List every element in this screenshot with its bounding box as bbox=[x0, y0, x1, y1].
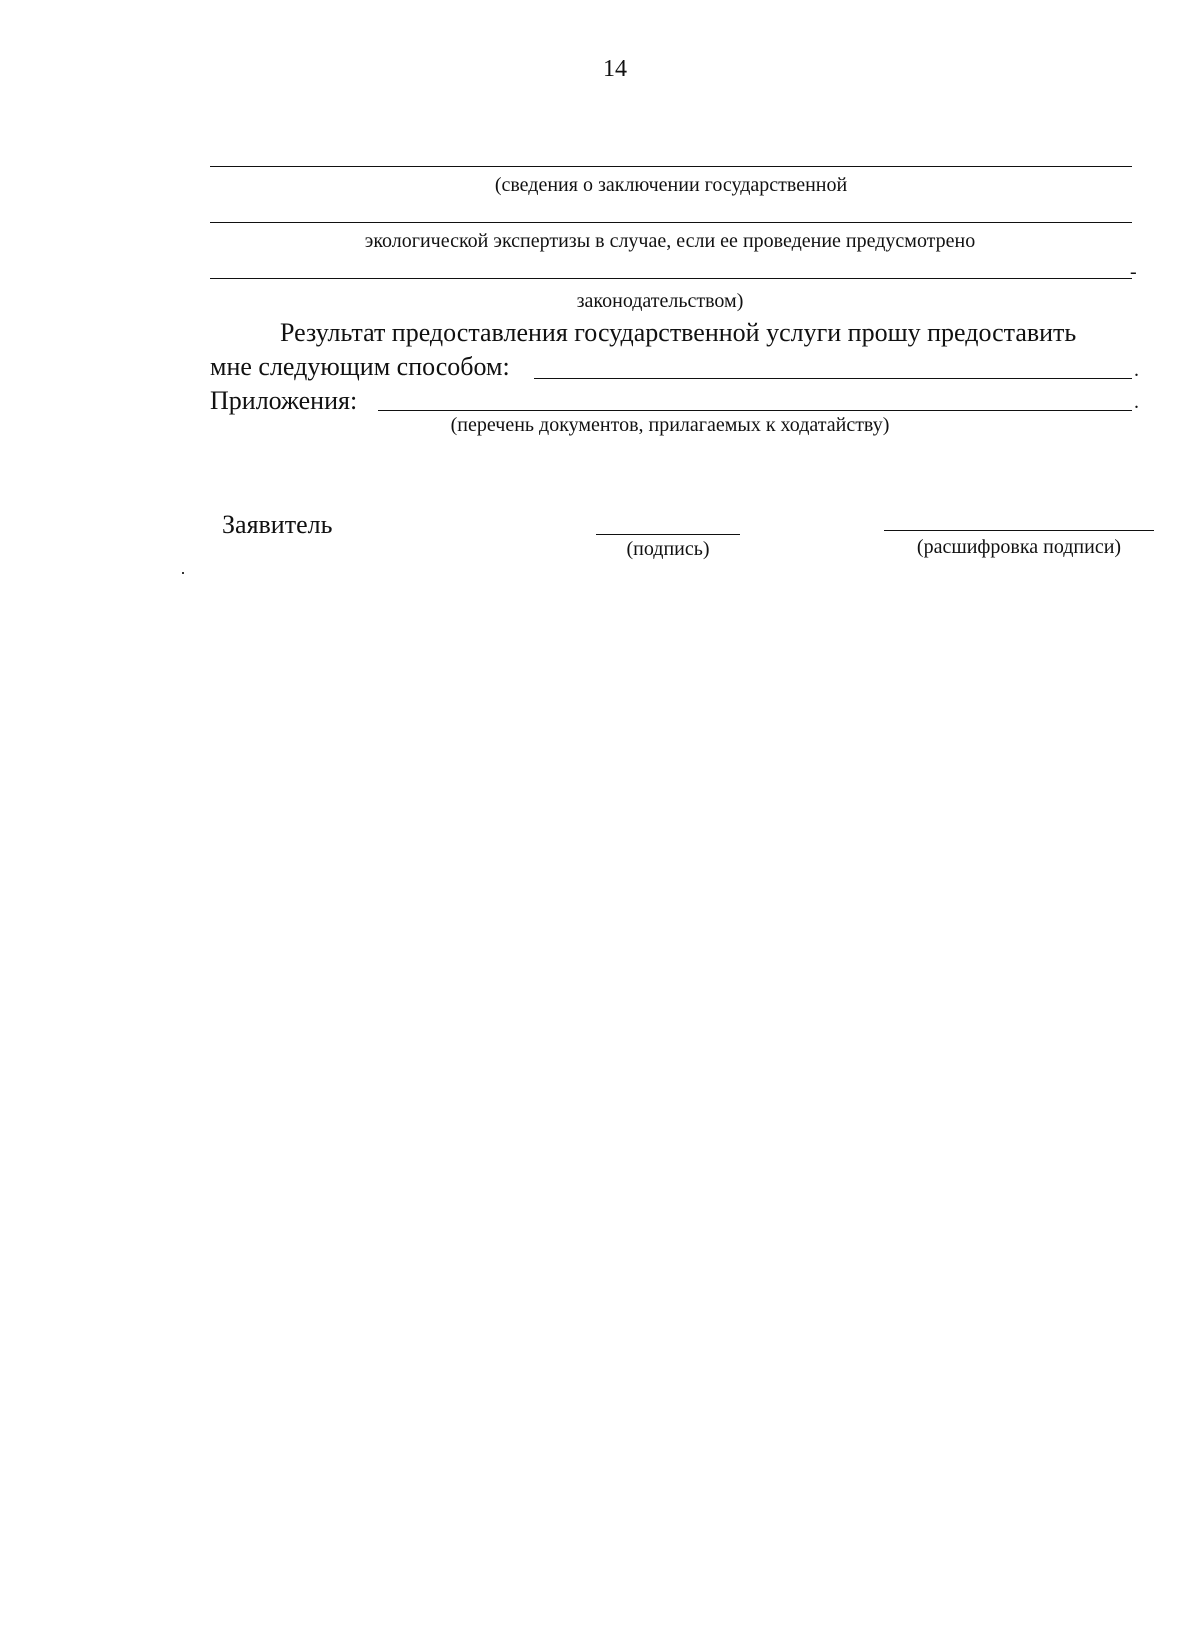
caption-signature-decode: (расшифровка подписи) bbox=[916, 536, 1122, 558]
page-number: 14 bbox=[603, 56, 627, 82]
attachments-fill-line bbox=[378, 410, 1132, 411]
fill-line-2 bbox=[210, 222, 1132, 223]
caption-attachments: (перечень документов, прилагаемых к ходатайству) bbox=[450, 414, 890, 436]
fill-line-1 bbox=[210, 166, 1132, 167]
caption-expertise-line1: (сведения о заключении государственной bbox=[494, 174, 848, 196]
result-request-line2: мне следующим способом: bbox=[210, 352, 510, 381]
signature-decode-fill-line bbox=[884, 530, 1154, 531]
result-request-line1: Результат предоставления государственной услуги прошу предоставить bbox=[280, 318, 1077, 347]
applicant-label: Заявитель bbox=[222, 510, 333, 539]
attachments-label: Приложения: bbox=[210, 386, 358, 415]
signature-fill-line bbox=[596, 534, 740, 535]
line-end-dot: - bbox=[1130, 261, 1137, 283]
line-end-dot: . bbox=[1134, 391, 1139, 413]
caption-expertise-line2: экологической экспертизы в случае, если ее проведение предусмотрено bbox=[364, 230, 976, 252]
scan-speck bbox=[182, 572, 184, 574]
line-end-dot: . bbox=[1134, 359, 1139, 381]
caption-expertise-line3: законодательством) bbox=[576, 290, 744, 312]
fill-line-3 bbox=[210, 278, 1132, 279]
caption-signature: (подпись) bbox=[626, 538, 710, 560]
delivery-method-fill-line bbox=[534, 378, 1132, 379]
